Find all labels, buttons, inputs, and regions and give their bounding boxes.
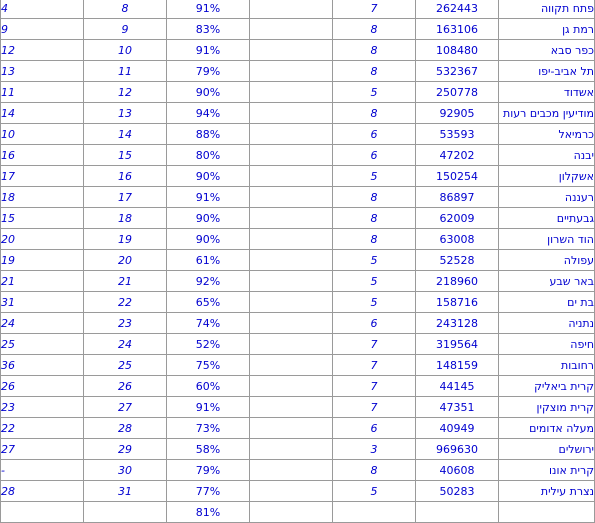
table-row	[1, 397, 595, 418]
previous-rank-cell	[1, 502, 84, 523]
cluster-cell: 8	[333, 61, 416, 82]
population-cell: 63008	[416, 229, 499, 250]
table-row	[1, 229, 595, 250]
rank-cell: 20	[84, 250, 167, 271]
empty-cell	[250, 502, 333, 523]
city-name-cell: באר שבע	[499, 271, 595, 292]
table-row	[1, 124, 595, 145]
percentage-cell: 90%	[167, 208, 250, 229]
empty-cell	[250, 19, 333, 40]
table-row	[1, 376, 595, 397]
previous-rank-cell: -	[1, 460, 84, 481]
city-name-cell: רמת גן	[499, 19, 595, 40]
empty-cell	[250, 271, 333, 292]
rank-cell: 11	[84, 61, 167, 82]
population-cell: 53593	[416, 124, 499, 145]
population-cell: 969630	[416, 439, 499, 460]
empty-cell	[250, 229, 333, 250]
table-row	[1, 40, 595, 61]
population-cell: 108480	[416, 40, 499, 61]
cluster-cell: 8	[333, 19, 416, 40]
population-cell: 47202	[416, 145, 499, 166]
cluster-cell: 5	[333, 481, 416, 502]
table-row	[1, 82, 595, 103]
table-row	[1, 19, 595, 40]
empty-cell	[250, 40, 333, 61]
rank-cell: 14	[84, 124, 167, 145]
previous-rank-cell: 27	[1, 439, 84, 460]
rank-cell: 24	[84, 334, 167, 355]
percentage-cell: 91%	[167, 40, 250, 61]
previous-rank-cell: 26	[1, 376, 84, 397]
rank-cell: 29	[84, 439, 167, 460]
table-row	[1, 355, 595, 376]
city-name-cell: רחובות	[499, 355, 595, 376]
empty-cell	[250, 124, 333, 145]
population-cell: 92905	[416, 103, 499, 124]
previous-rank-cell: 13	[1, 61, 84, 82]
city-name-cell: פתח תקווה	[499, 0, 595, 19]
table-row	[1, 292, 595, 313]
population-cell	[416, 502, 499, 523]
table-body	[1, 0, 595, 523]
empty-cell	[250, 292, 333, 313]
rank-cell: 9	[84, 19, 167, 40]
previous-rank-cell: 25	[1, 334, 84, 355]
empty-cell	[250, 460, 333, 481]
cluster-cell: 3	[333, 439, 416, 460]
population-cell: 319564	[416, 334, 499, 355]
empty-cell	[250, 397, 333, 418]
percentage-cell: 88%	[167, 124, 250, 145]
cluster-cell: 7	[333, 0, 416, 19]
cluster-cell: 8	[333, 103, 416, 124]
cluster-cell: 5	[333, 271, 416, 292]
previous-rank-cell: 11	[1, 82, 84, 103]
rank-cell: 26	[84, 376, 167, 397]
population-cell: 44145	[416, 376, 499, 397]
population-cell: 40949	[416, 418, 499, 439]
cluster-cell: 5	[333, 250, 416, 271]
cluster-cell: 6	[333, 313, 416, 334]
population-cell: 262443	[416, 0, 499, 19]
previous-rank-cell: 28	[1, 481, 84, 502]
rank-cell: 28	[84, 418, 167, 439]
city-name-cell: גבעתיים	[499, 208, 595, 229]
empty-cell	[250, 187, 333, 208]
population-cell: 47351	[416, 397, 499, 418]
previous-rank-cell: 31	[1, 292, 84, 313]
rank-cell	[84, 502, 167, 523]
table-row	[1, 250, 595, 271]
population-cell: 243128	[416, 313, 499, 334]
cluster-cell: 7	[333, 355, 416, 376]
cluster-cell: 6	[333, 124, 416, 145]
cluster-cell: 5	[333, 166, 416, 187]
city-name-cell: ירושלים	[499, 439, 595, 460]
rank-cell: 16	[84, 166, 167, 187]
rank-cell: 25	[84, 355, 167, 376]
city-name-cell: מעלה אדומים	[499, 418, 595, 439]
empty-cell	[250, 0, 333, 19]
rank-cell: 30	[84, 460, 167, 481]
city-name-cell: קרית ביאליק	[499, 376, 595, 397]
previous-rank-cell: 14	[1, 103, 84, 124]
city-name-cell	[499, 502, 595, 523]
table-row	[1, 481, 595, 502]
cluster-cell	[333, 502, 416, 523]
percentage-cell: 91%	[167, 0, 250, 19]
empty-cell	[250, 313, 333, 334]
percentage-cell: 61%	[167, 250, 250, 271]
population-cell: 163106	[416, 19, 499, 40]
percentage-cell: 79%	[167, 61, 250, 82]
empty-cell	[250, 334, 333, 355]
population-cell: 50283	[416, 481, 499, 502]
cluster-cell: 8	[333, 208, 416, 229]
percentage-cell: 91%	[167, 397, 250, 418]
population-cell: 150254	[416, 166, 499, 187]
cluster-cell: 8	[333, 460, 416, 481]
empty-cell	[250, 145, 333, 166]
city-name-cell: תל אביב-יפו	[499, 61, 595, 82]
population-cell: 52528	[416, 250, 499, 271]
population-cell: 532367	[416, 61, 499, 82]
cluster-cell: 5	[333, 292, 416, 313]
previous-rank-cell: 21	[1, 271, 84, 292]
previous-rank-cell: 4	[1, 0, 84, 19]
table-row	[1, 313, 595, 334]
city-name-cell: קרית מוצקין	[499, 397, 595, 418]
percentage-cell: 65%	[167, 292, 250, 313]
population-cell: 148159	[416, 355, 499, 376]
previous-rank-cell: 20	[1, 229, 84, 250]
percentage-cell: 77%	[167, 481, 250, 502]
empty-cell	[250, 250, 333, 271]
percentage-cell: 79%	[167, 460, 250, 481]
rank-cell: 27	[84, 397, 167, 418]
empty-cell	[250, 439, 333, 460]
rank-cell: 22	[84, 292, 167, 313]
table-row	[1, 439, 595, 460]
rank-cell: 23	[84, 313, 167, 334]
city-name-cell: אשקלון	[499, 166, 595, 187]
previous-rank-cell: 19	[1, 250, 84, 271]
city-name-cell: בת ים	[499, 292, 595, 313]
previous-rank-cell: 18	[1, 187, 84, 208]
percentage-cell: 83%	[167, 19, 250, 40]
population-cell: 250778	[416, 82, 499, 103]
empty-cell	[250, 355, 333, 376]
city-name-cell: נתניה	[499, 313, 595, 334]
percentage-cell: 91%	[167, 187, 250, 208]
cluster-cell: 7	[333, 376, 416, 397]
percentage-cell: 75%	[167, 355, 250, 376]
rank-cell: 10	[84, 40, 167, 61]
previous-rank-cell: 24	[1, 313, 84, 334]
empty-cell	[250, 61, 333, 82]
table-row	[1, 61, 595, 82]
city-name-cell: כפר סבא	[499, 40, 595, 61]
cluster-cell: 8	[333, 40, 416, 61]
rank-cell: 21	[84, 271, 167, 292]
cluster-cell: 7	[333, 397, 416, 418]
rank-cell: 13	[84, 103, 167, 124]
rank-cell: 19	[84, 229, 167, 250]
previous-rank-cell: 12	[1, 40, 84, 61]
city-name-cell: מודיעין מכבים רעות	[499, 103, 595, 124]
empty-cell	[250, 481, 333, 502]
percentage-cell: 90%	[167, 166, 250, 187]
city-name-cell: הוד השרון	[499, 229, 595, 250]
cluster-cell: 6	[333, 145, 416, 166]
percentage-cell: 60%	[167, 376, 250, 397]
population-cell: 86897	[416, 187, 499, 208]
percentage-cell: 73%	[167, 418, 250, 439]
empty-cell	[250, 208, 333, 229]
percentage-cell: 58%	[167, 439, 250, 460]
previous-rank-cell: 17	[1, 166, 84, 187]
city-name-cell: עפולה	[499, 250, 595, 271]
city-name-cell: אשדוד	[499, 82, 595, 103]
cluster-cell: 5	[333, 82, 416, 103]
city-name-cell: קרית אונו	[499, 460, 595, 481]
previous-rank-cell: 23	[1, 397, 84, 418]
table-row	[1, 271, 595, 292]
rank-cell: 31	[84, 481, 167, 502]
rank-cell: 17	[84, 187, 167, 208]
empty-cell	[250, 418, 333, 439]
percentage-cell: 81%	[167, 502, 250, 523]
table-row	[1, 418, 595, 439]
empty-cell	[250, 166, 333, 187]
table-row	[1, 502, 595, 523]
table-row	[1, 145, 595, 166]
cluster-cell: 7	[333, 334, 416, 355]
rank-cell: 12	[84, 82, 167, 103]
population-cell: 62009	[416, 208, 499, 229]
empty-cell	[250, 103, 333, 124]
percentage-cell: 52%	[167, 334, 250, 355]
city-name-cell: חיפה	[499, 334, 595, 355]
previous-rank-cell: 10	[1, 124, 84, 145]
rank-cell: 8	[84, 0, 167, 19]
table-row	[1, 187, 595, 208]
table-row	[1, 208, 595, 229]
rank-cell: 15	[84, 145, 167, 166]
population-cell: 158716	[416, 292, 499, 313]
percentage-cell: 80%	[167, 145, 250, 166]
city-name-cell: רעננה	[499, 187, 595, 208]
percentage-cell: 90%	[167, 82, 250, 103]
percentage-cell: 94%	[167, 103, 250, 124]
population-cell: 218960	[416, 271, 499, 292]
percentage-cell: 92%	[167, 271, 250, 292]
table-row	[1, 166, 595, 187]
city-name-cell: יבנה	[499, 145, 595, 166]
previous-rank-cell: 9	[1, 19, 84, 40]
city-name-cell: נצרת עילית	[499, 481, 595, 502]
empty-cell	[250, 376, 333, 397]
table-row	[1, 103, 595, 124]
rank-cell: 18	[84, 208, 167, 229]
empty-cell	[250, 82, 333, 103]
population-cell: 40608	[416, 460, 499, 481]
cluster-cell: 8	[333, 187, 416, 208]
previous-rank-cell: 16	[1, 145, 84, 166]
percentage-cell: 90%	[167, 229, 250, 250]
cluster-cell: 8	[333, 229, 416, 250]
cluster-cell: 6	[333, 418, 416, 439]
previous-rank-cell: 36	[1, 355, 84, 376]
city-name-cell: כרמיאל	[499, 124, 595, 145]
table-row	[1, 460, 595, 481]
table-row	[1, 334, 595, 355]
percentage-cell: 74%	[167, 313, 250, 334]
table-row	[1, 0, 595, 19]
previous-rank-cell: 15	[1, 208, 84, 229]
previous-rank-cell: 22	[1, 418, 84, 439]
